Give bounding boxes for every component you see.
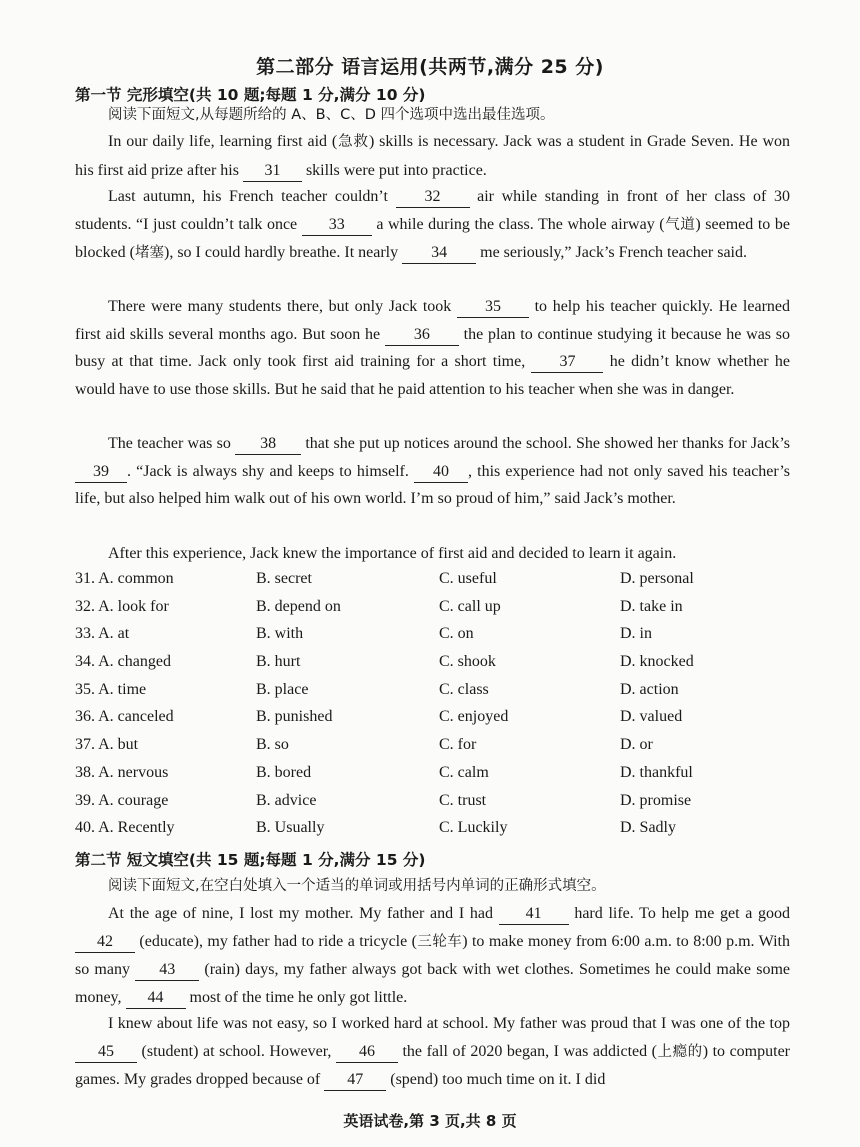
option-choice[interactable]: 32. A. look for	[75, 597, 169, 615]
blank-47[interactable]: 47	[324, 1070, 386, 1091]
blank-41[interactable]: 41	[499, 904, 569, 925]
option-row	[75, 817, 790, 845]
cloze-paragraph-3: There were many students there, but only Jack took 35 to help his teacher quickly. He learned first aid skills several months ago. But soon he 36 the plan to continue studying it because he was so busy at that time. Jack only took first aid training for a short time, 37 he didn’t know whether he would have to use those skills. But he said that he paid attention to his teacher when she was in danger.	[75, 298, 791, 398]
option-choice[interactable]: B. secret	[256, 570, 312, 587]
option-row	[75, 790, 790, 818]
option-row	[75, 734, 790, 762]
blank-32[interactable]: 32	[396, 187, 470, 208]
option-choice[interactable]: C. trust	[439, 791, 487, 809]
option-choice[interactable]: 39. A. courage	[75, 791, 169, 809]
option-choice[interactable]: C. useful	[439, 570, 497, 587]
option-choice[interactable]: B. so	[256, 736, 289, 754]
cloze-paragraph-5: After this experience, Jack knew the importance of first aid and decided to learn it again.	[108, 545, 677, 562]
blank-43[interactable]: 43	[135, 960, 199, 981]
option-choice[interactable]: 37. A. but	[75, 736, 139, 754]
part-title: 第二部分 语言运用(共两节,满分 25 分)	[256, 56, 604, 78]
option-choice[interactable]: 33. A. at	[75, 625, 130, 643]
option-choice[interactable]: B. depend on	[256, 597, 341, 615]
blank-36[interactable]: 36	[385, 325, 459, 346]
option-choice[interactable]: B. hurt	[256, 653, 301, 671]
option-choice[interactable]: D. promise	[620, 791, 692, 809]
option-choice[interactable]: C. shook	[439, 653, 496, 671]
option-row	[75, 623, 790, 651]
option-choice[interactable]: C. enjoyed	[439, 708, 509, 726]
blank-38[interactable]: 38	[235, 434, 301, 455]
option-choice[interactable]: B. place	[256, 680, 309, 698]
option-choice[interactable]: 34. A. changed	[75, 653, 171, 671]
page-footer: 英语试卷,第 3 页,共 8 页	[343, 1112, 517, 1130]
section1-instruction	[75, 101, 790, 130]
blank-42[interactable]: 42	[75, 932, 135, 953]
option-choice[interactable]: D. take in	[620, 597, 683, 615]
blank-37[interactable]: 37	[531, 352, 603, 373]
option-choice[interactable]: C. calm	[439, 763, 489, 781]
option-choice[interactable]: D. personal	[620, 570, 694, 587]
instruction-text: 阅读下面短文,从每题所给的 A、B、C、D 四个选项中选出最佳选项。	[108, 107, 555, 123]
fill-paragraph-1: At the age of nine, I lost my mother. My father and I had 41 hard life. To help me get a good 42 (educate), my father had to ride a tricycle (三轮车) to make money from 6:00 a.m. to 8:00 p.m. With so many 43 (rain) days, my father always got back with wet clothes. Sometimes he could make some money, 44 most of the time he only got little.	[75, 900, 790, 1011]
option-choice[interactable]: D. valued	[620, 708, 683, 726]
option-choice[interactable]: D. in	[620, 625, 652, 643]
option-choice[interactable]: C. for	[439, 736, 477, 754]
option-choice[interactable]: D. or	[620, 736, 653, 754]
option-row	[75, 596, 790, 624]
blank-31[interactable]: 31	[243, 161, 302, 182]
option-row	[75, 706, 790, 734]
option-choice[interactable]: D. knocked	[620, 653, 694, 671]
option-choice[interactable]: B. bored	[256, 763, 312, 781]
option-choice[interactable]: 40. A. Recently	[75, 819, 175, 837]
option-choice[interactable]: C. call up	[439, 597, 501, 615]
blank-44[interactable]: 44	[126, 988, 186, 1009]
blank-46[interactable]: 46	[336, 1042, 398, 1063]
section2-heading: 第二节 短文填空(共 15 题;每题 1 分,满分 15 分)	[75, 851, 426, 869]
blank-34[interactable]: 34	[402, 243, 476, 264]
blank-33[interactable]: 33	[302, 215, 372, 236]
option-choice[interactable]: B. advice	[256, 791, 317, 809]
instruction-text: 阅读下面短文,在空白处填入一个适当的单词或用括号内单词的正确形式填空。	[108, 878, 606, 894]
option-choice[interactable]: 36. A. canceled	[75, 708, 174, 726]
options-list	[75, 568, 790, 845]
blank-39[interactable]: 39	[75, 462, 127, 483]
option-row	[75, 679, 790, 707]
option-choice[interactable]: C. class	[439, 680, 489, 698]
section1-heading: 第一节 完形填空(共 10 题;每题 1 分,满分 10 分)	[75, 86, 426, 104]
option-choice[interactable]: B. Usually	[256, 819, 325, 837]
cloze-paragraph-4: The teacher was so 38 that she put up notices around the school. She showed her thanks for Jack’s 39 . “Jack is always shy and keeps to himself. 40 , this experience had not only saved his teacher’s life, but also helped him walk out of his own world. I’m so proud of him,” said Jack’s mother.	[75, 435, 791, 507]
blank-45[interactable]: 45	[75, 1042, 137, 1063]
cloze-paragraph-2: Last autumn, his French teacher couldn’t 32 air while standing in front of her class of 30 students. “I just couldn’t talk once 33 a while during the class. The whole airway (气道) seemed to be blocked (堵塞), so I could hardly breathe. It nearly 34 me seriously,” Jack’s French teacher said.	[75, 183, 790, 268]
option-choice[interactable]: B. punished	[256, 708, 333, 726]
cloze-paragraph-1: In our daily life, learning first aid (急救) skills is necessary. Jack was a student in Grade Seven. He won his first aid prize after his 31 skills were put into practice.	[75, 128, 790, 184]
option-choice[interactable]: 31. A. common	[75, 570, 174, 587]
option-row	[75, 568, 790, 596]
blank-35[interactable]: 35	[457, 297, 529, 318]
option-row	[75, 762, 790, 790]
option-choice[interactable]: B. with	[256, 625, 304, 643]
blank-40[interactable]: 40	[414, 462, 468, 483]
option-choice[interactable]: 35. A. time	[75, 680, 147, 698]
section2-instruction	[75, 872, 790, 901]
option-row	[75, 651, 790, 679]
option-choice[interactable]: C. Luckily	[439, 819, 508, 837]
option-choice[interactable]: D. action	[620, 680, 679, 698]
option-choice[interactable]: C. on	[439, 625, 474, 643]
option-choice[interactable]: 38. A. nervous	[75, 763, 169, 781]
option-choice[interactable]: D. Sadly	[620, 819, 676, 837]
fill-paragraph-2: I knew about life was not easy, so I worked hard at school. My father was proud that I was one of the top 45 (student) at school. However, 46 the fall of 2020 began, I was addicted (上瘾的) to computer games. My grades dropped because of 47 (spend) too much time on it. I did	[75, 1010, 790, 1094]
option-choice[interactable]: D. thankful	[620, 763, 693, 781]
